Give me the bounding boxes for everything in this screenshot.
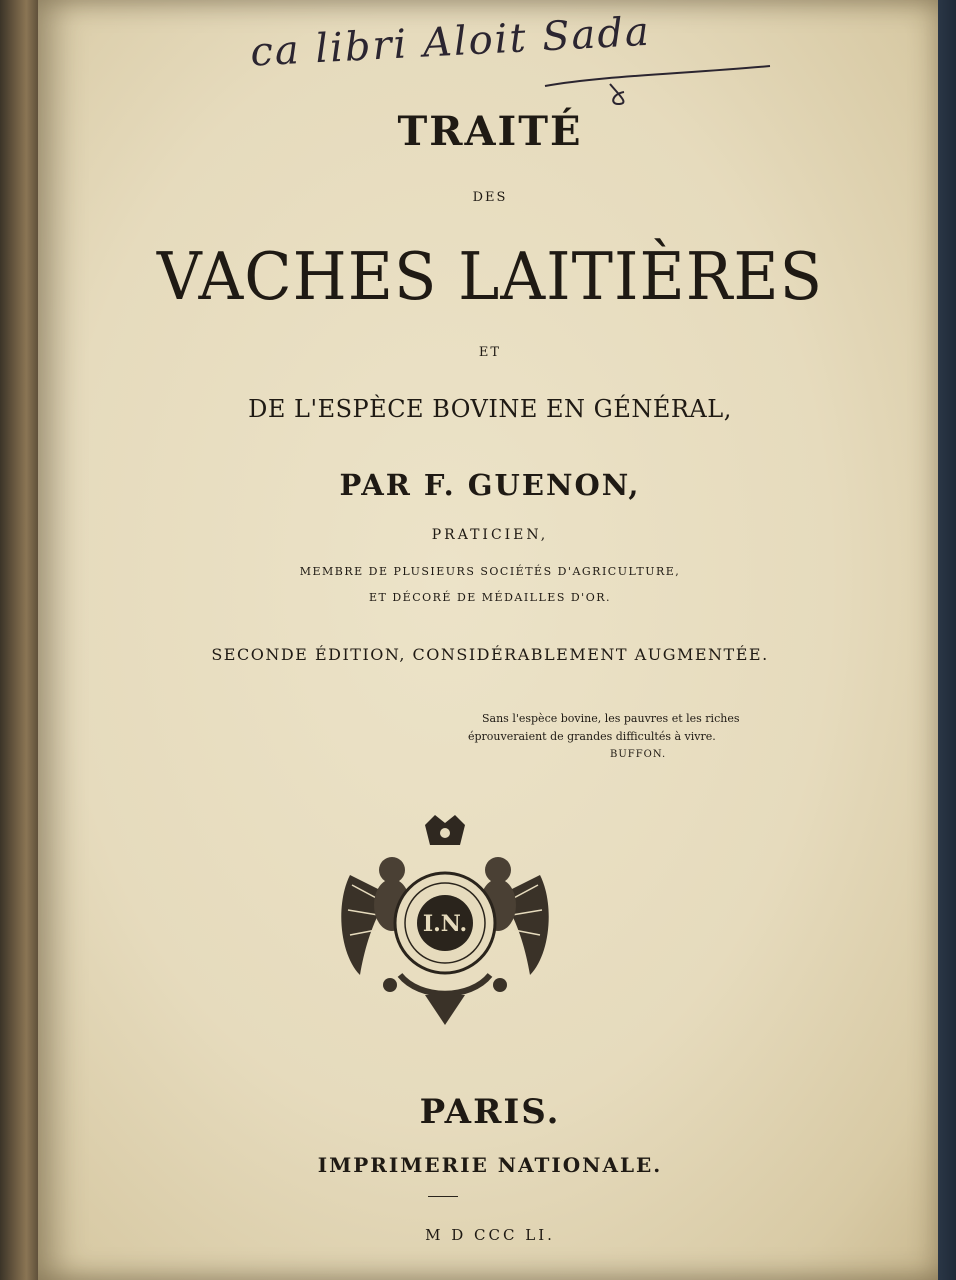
epigraph — [468, 710, 768, 764]
imprimerie-nationale-emblem-icon — [330, 815, 560, 1030]
title-des: DES — [472, 190, 508, 205]
author-membership: MEMBRE DE PLUSIEURS SOCIÉTÉS D'AGRICULTURE, — [299, 565, 681, 578]
imprint-printer: IMPRIMERIE NATIONALE. — [317, 1153, 663, 1177]
edition-statement: SECONDE ÉDITION, CONSIDÉRABLEMENT AUGMENTÉE. — [211, 645, 769, 664]
title-subtitle: DE L'ESPÈCE BOVINE EN GÉNÉRAL, — [248, 395, 732, 423]
epigraph-line-2: éprouveraient de grandes difficultés à vivre. — [468, 730, 716, 743]
handwritten-inscription: ca libri Aloit Sada — [249, 8, 652, 76]
title-traite: TRAITÉ — [397, 108, 583, 155]
epigraph-line-1: Sans l'espèce bovine, les pauvres et les riches — [482, 712, 740, 725]
divider-rule — [428, 1196, 458, 1197]
title-et: ET — [478, 345, 502, 360]
author-role: PRATICIEN, — [431, 527, 549, 543]
imprint-date: M D CCC LI. — [425, 1226, 555, 1244]
epigraph-author: BUFFON. — [610, 749, 667, 760]
imprint-city: PARIS. — [419, 1092, 561, 1132]
title-main: VACHES LAITIÈRES — [156, 238, 824, 315]
inscription-flourish-icon — [540, 46, 780, 106]
author-name: PAR F. GUENON, — [339, 468, 641, 502]
author-honors: ET DÉCORÉ DE MÉDAILLES D'OR. — [368, 591, 611, 604]
emblem-monogram: I.N. — [422, 911, 468, 937]
